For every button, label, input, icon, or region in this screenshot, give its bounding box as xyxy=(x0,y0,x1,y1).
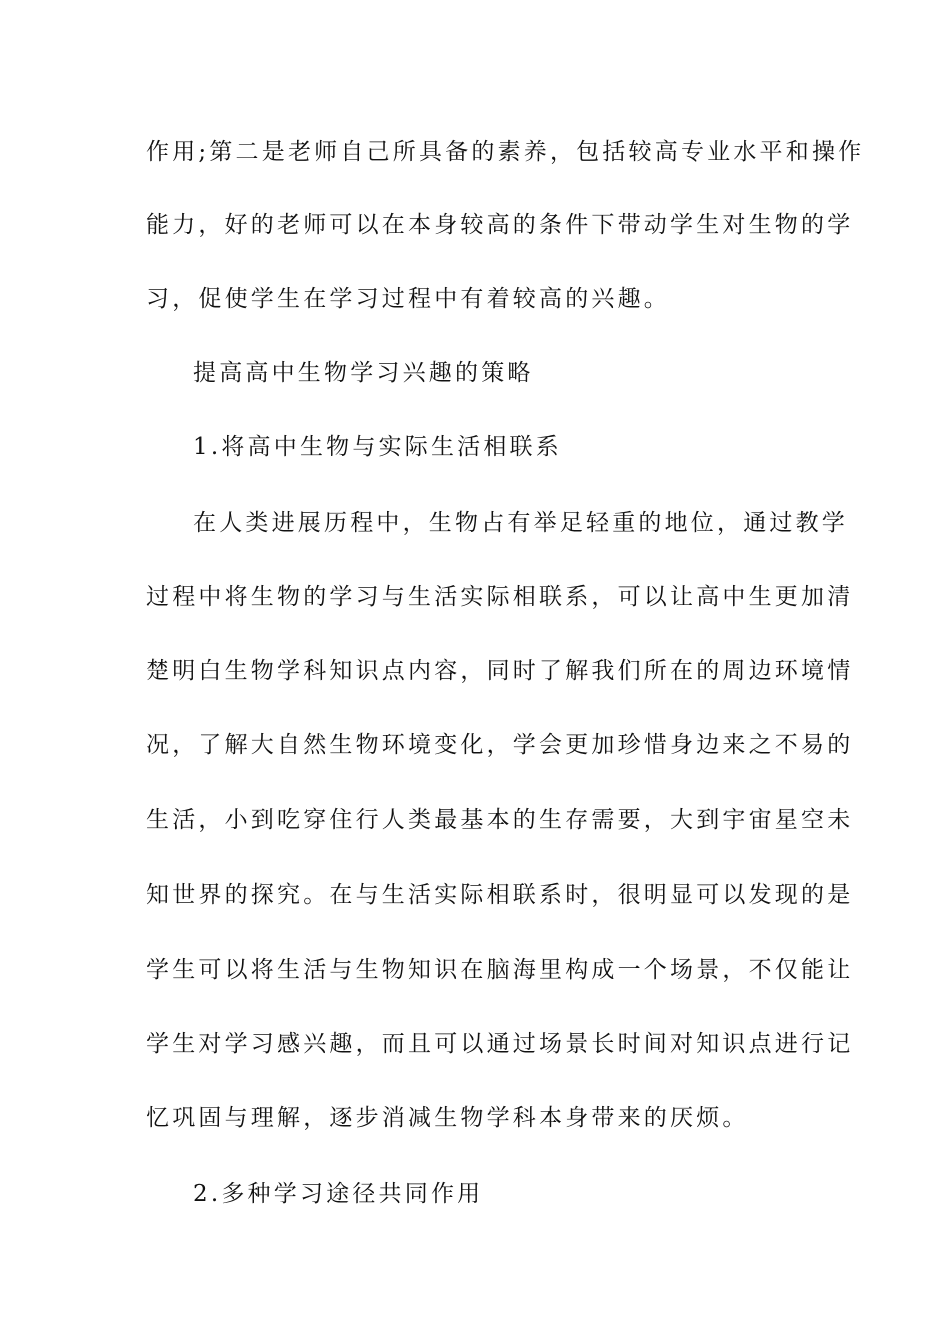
paragraph-line: 在人类进展历程中，生物占有举足轻重的地位，通过教学 xyxy=(193,510,848,536)
paragraph-line: 学生可以将生活与生物知识在脑海里构成一个场景，不仅能让 xyxy=(146,957,854,983)
paragraph-line: 楚明白生物学科知识点内容，同时了解我们所在的周边环境情 xyxy=(146,658,854,684)
paragraph-line: 况，了解大自然生物环境变化，学会更加珍惜身边来之不易的 xyxy=(146,732,854,758)
paragraph-line: 学生对学习感兴趣，而且可以通过场景长时间对知识点进行记 xyxy=(146,1031,854,1057)
section-heading: 提高高中生物学习兴趣的策略 xyxy=(193,360,534,386)
paragraph-line: 知世界的探究。在与生活实际相联系时，很明显可以发现的是 xyxy=(146,882,854,908)
paragraph-line: 过程中将生物的学习与生活实际相联系，可以让高中生更加清 xyxy=(146,584,854,610)
subsection-heading: 1.将高中生物与实际生活相联系 xyxy=(193,434,562,460)
paragraph-line: 作用;第二是老师自己所具备的素养，包括较高专业水平和操作 xyxy=(146,139,865,165)
paragraph-line: 生活，小到吃穿住行人类最基本的生存需要，大到宇宙星空未 xyxy=(146,807,854,833)
subsection-heading: 2.多种学习途径共同作用 xyxy=(193,1181,484,1207)
paragraph-line: 习，促使学生在学习过程中有着较高的兴趣。 xyxy=(146,286,670,312)
paragraph-line: 忆巩固与理解，逐步消减生物学科本身带来的厌烦。 xyxy=(146,1105,749,1131)
paragraph-line: 能力，好的老师可以在本身较高的条件下带动学生对生物的学 xyxy=(146,212,854,238)
